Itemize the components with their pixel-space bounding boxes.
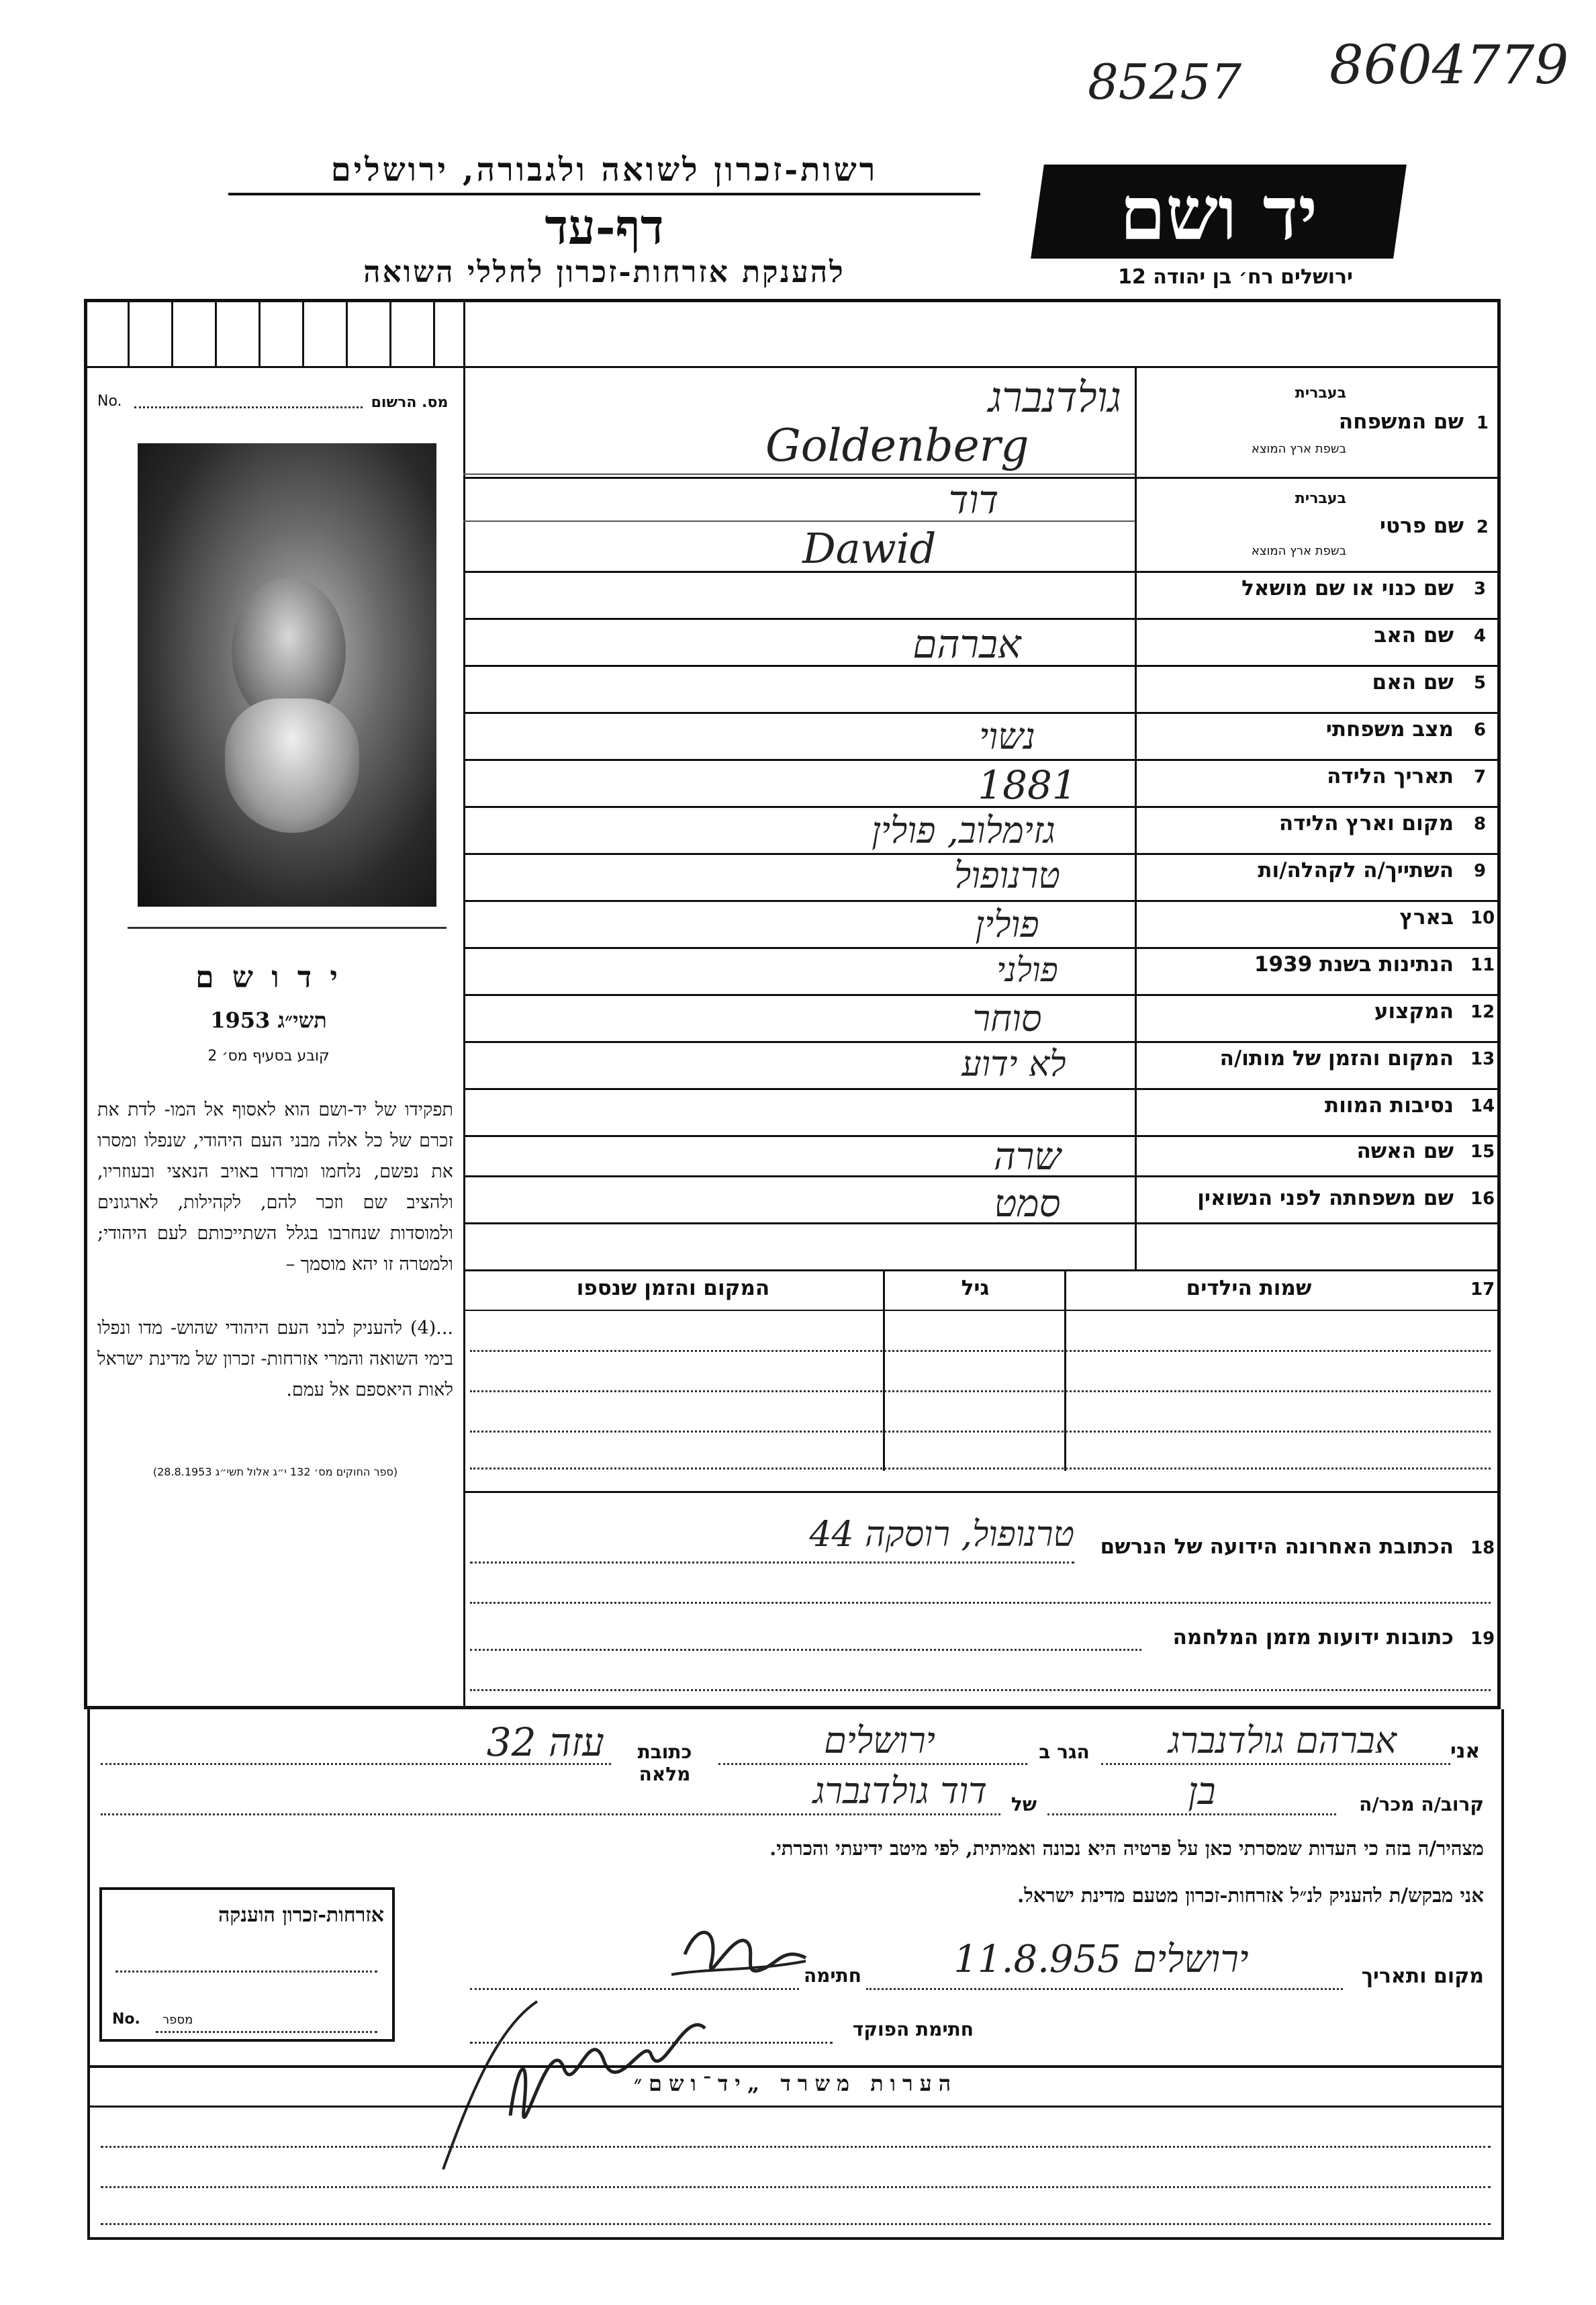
decl-address-label: כתובת מלאה (637, 1741, 692, 1785)
decl-statement-2: אני מבקש/ת להעניק לנ״ל אזרחות-זכרון מטעם מדינת ישראל. (1017, 1884, 1484, 1907)
field-11-label: הנתינות בשנת 1939 (1254, 952, 1454, 977)
field-7-label: תאריך הלידה (1327, 764, 1454, 788)
field-17-number: 17 (1470, 1279, 1495, 1300)
field-2-label: שם פרטי (1379, 514, 1464, 538)
decl-relation[interactable]: בן (1188, 1770, 1216, 1813)
field-13-label: המקום והזמן של מותו/ה (1219, 1046, 1454, 1071)
field-3-label: שם כנוי או שם מושאל (1241, 576, 1454, 600)
field-15-label: שם האשה (1356, 1139, 1454, 1163)
field-5-number: 5 (1474, 673, 1487, 693)
field-8-number: 8 (1474, 814, 1487, 834)
field-10-label: בארץ (1399, 905, 1454, 930)
field-8-value[interactable]: גזימלוב, פולין (872, 809, 1055, 852)
field-15-number: 15 (1470, 1142, 1495, 1162)
field-7-number: 7 (1474, 767, 1487, 787)
field-12-label: המקצוע (1374, 999, 1454, 1024)
field-19-number: 19 (1470, 1629, 1495, 1649)
field-1-hebrew-label: בעברית (1295, 385, 1346, 402)
field-16-number: 16 (1470, 1189, 1495, 1209)
field-2-number: 2 (1476, 517, 1489, 537)
left-year: תשי״ג 1953 (210, 1007, 327, 1033)
field-3-number: 3 (1474, 579, 1487, 599)
field-11-number: 11 (1470, 955, 1495, 975)
decl-place-date-label: מקום ותאריך (1361, 1964, 1484, 1988)
field-1-origin-label: בשפת ארץ המוצא (1251, 442, 1346, 456)
authority-title: רשות-זכרון לשואה ולגבורה, ירושלים (228, 151, 980, 195)
field-4-label: שם האב (1374, 623, 1454, 647)
office-remarks-title: הערות משרד „יד־ושם״ (633, 2071, 958, 2096)
field-9-number: 9 (1474, 861, 1487, 881)
decl-address[interactable]: עזה 32 (486, 1719, 604, 1765)
field-8-label: מקום וארץ הלידה (1278, 811, 1454, 835)
left-footnote: (ספר החוקים מס׳ 132 י״ג אלול תשי״ג 28.8.1953) (152, 1465, 398, 1478)
field-11-value[interactable]: פולני (996, 950, 1058, 989)
field-18-number: 18 (1470, 1538, 1495, 1558)
archive-number: 85257 (1088, 54, 1242, 110)
field-15-value[interactable]: שרה (994, 1135, 1061, 1179)
decl-officer-label: חתימת הפוקד (852, 2018, 974, 2040)
children-col-age: גיל (961, 1276, 990, 1300)
registration-no-label: No. (97, 393, 122, 410)
field-18-value[interactable]: טרנופול, רוסקה 44 (809, 1515, 1074, 1555)
field-6-value[interactable]: נשוי (979, 715, 1035, 758)
decl-place-date[interactable]: ירושלים 11.8.955 (953, 1938, 1249, 1981)
field-7-value[interactable]: 1881 (978, 762, 1077, 808)
field-1-label: שם המשפחה (1338, 410, 1464, 434)
field-5-label: שם האם (1372, 670, 1454, 694)
field-4-number: 4 (1474, 626, 1487, 646)
field-2-origin-label: בשפת ארץ המוצא (1251, 544, 1346, 558)
field-14-number: 14 (1470, 1096, 1495, 1116)
victim-photo (138, 443, 436, 907)
award-box-no: No. (112, 2011, 140, 2028)
field-16-value[interactable]: סמט (994, 1182, 1061, 1226)
decl-city[interactable]: ירושלים (824, 1719, 935, 1762)
field-2-hebrew-label: בעברית (1295, 490, 1346, 507)
field-6-label: מצב משפחתי (1325, 717, 1454, 741)
decl-ani: אני (1450, 1739, 1481, 1763)
field-18-label: הכתובת האחרונה הידועה של הנרשם (1100, 1535, 1454, 1559)
field-16-label: שם משפחתה לפני הנשואין (1197, 1186, 1454, 1210)
left-law-ref: קובע בסעיף מס׳ 2 (207, 1048, 330, 1065)
field-9-value[interactable]: טרנופול (954, 854, 1060, 897)
left-org-name: י ד ו ש ם (195, 960, 342, 995)
field-2-value-latin[interactable]: Dawid (802, 524, 937, 573)
form-subtitle: להענקת אזרחות-זכרון לחללי השואה (363, 255, 845, 289)
field-1-value[interactable]: גולדנברג (988, 373, 1121, 422)
field-12-number: 12 (1470, 1002, 1495, 1022)
field-10-number: 10 (1470, 908, 1495, 928)
form-title: דף-עד (545, 198, 664, 255)
field-row-1 (1135, 366, 1501, 477)
field-4-value[interactable]: אברהם (912, 621, 1021, 667)
field-19-label: כתובות ידועות מזמן המלחמה (1172, 1625, 1454, 1649)
logo-address: ירושלים רח׳ בן יהודה 12 (1118, 265, 1353, 289)
field-1-value-latin[interactable]: Goldenberg (765, 420, 1029, 471)
field-2-value[interactable]: דוד (948, 477, 999, 523)
registration-label: מס. הרשום (371, 394, 449, 411)
decl-relation-label: קרוב/ה מכר/ה (1359, 1793, 1484, 1815)
logo-text: יד ושם (1119, 170, 1318, 257)
field-9-label: השתייך/ה לקהלה/ות (1258, 858, 1454, 883)
top-box-strip (84, 299, 463, 366)
left-law-para2: ...(4) להעניק לבני העם היהודי שהוש- מדו ונפלו בימי השואה והמרי אזרחות- זכרון של מדינת ישראל לאות היאספם אל עמם. (97, 1318, 453, 1400)
field-6-number: 6 (1474, 720, 1487, 740)
children-col-place: המקום והזמן שנספו (576, 1276, 770, 1300)
left-law-para1: תפקידו של יד-ושם הוא לאסוף אל המו- לדת את זכרם של כל אלה מבני העם היהודי, שנפלו ומסרו את נפשם, נלחמו ומרדו באויב הנאצי ובעוזריו, ולהציב שם וזכר להם, לקהילות, לארגונים ולמוסדות שנחרבו בגלל השתייכותם לעם היהודי; ולמטרה זו יהא מוסמך – (97, 1099, 453, 1275)
field-1-number: 1 (1476, 413, 1489, 433)
record-number: 8604779 (1329, 34, 1569, 96)
field-14-label: נסיבות המוות (1325, 1093, 1454, 1118)
award-box (99, 1887, 395, 2042)
decl-of-label: של (1011, 1793, 1037, 1815)
field-13-number: 13 (1470, 1049, 1495, 1069)
decl-declarant-name[interactable]: אברהם גולדנברג (1168, 1719, 1397, 1762)
decl-signature-label: חתימה (803, 1964, 862, 1987)
award-box-number-label: מספר (162, 2013, 193, 2027)
award-box-title: אזרחות-זכרון הוענקה (218, 1903, 384, 1927)
field-10-value[interactable]: פולין (975, 903, 1039, 946)
field-12-value[interactable]: סוחר (972, 997, 1042, 1040)
children-col-names: שמות הילדים (1186, 1276, 1312, 1300)
field-row-2 (1135, 477, 1501, 571)
decl-statement-1: מצהיר/ה בזה כי העדות שמסרתי כאן על פרטיה היא נכונה ואמיתית, לפי מיטב ידיעתי והכרתי. (769, 1837, 1484, 1860)
field-13-value[interactable]: לא ידוע (961, 1044, 1066, 1085)
decl-resides-label: הגר ב (1039, 1741, 1090, 1763)
decl-of-name[interactable]: דוד גולדנברג (812, 1770, 987, 1812)
